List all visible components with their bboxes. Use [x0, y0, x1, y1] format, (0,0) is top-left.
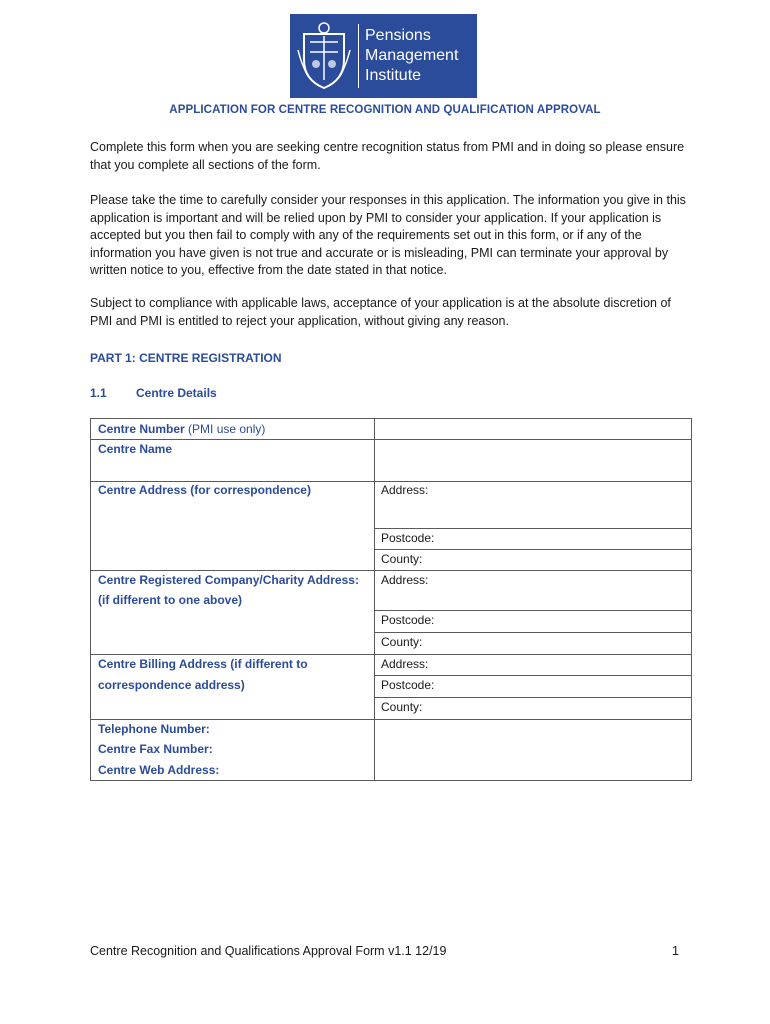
registered-address-field[interactable]: Address: [381, 573, 429, 587]
logo-line-2: Management [365, 47, 459, 64]
logo-text [365, 26, 458, 86]
centre-details-table [90, 418, 692, 781]
fax-label: Centre Fax Number: [98, 742, 213, 756]
billing-county-field[interactable]: County: [381, 700, 423, 714]
registered-address-label-line2: (if different to one above) [98, 593, 242, 607]
registered-address-label-line1: Centre Registered Company/Charity Address: [98, 573, 359, 587]
billing-postcode-field[interactable]: Postcode: [381, 678, 435, 692]
registered-postcode-field[interactable]: Postcode: [381, 613, 435, 627]
centre-number-label [98, 419, 265, 439]
billing-address-label-line2: correspondence address) [98, 678, 245, 692]
intro-paragraph-2: Please take the time to carefully consider your responses in this application. The information you give in this application is important and will be relied upon by PMI to consider your application. If your application is accepted but you then fail to comply with any of the requirements set out in this form, or if any of the information you have given is not true and accurate or is misleading, PMI can terminate your approval by written notice to you, effective from the date stated in that notice. [90, 193, 686, 277]
telephone-label: Telephone Number: [98, 722, 210, 736]
crest-icon [296, 20, 352, 92]
page-number: 1 [672, 944, 679, 958]
centre-address-label: Centre Address (for correspondence) [98, 483, 311, 497]
logo-line-1: Pensions [365, 27, 431, 44]
correspondence-address-field[interactable]: Address: [381, 483, 429, 497]
section-title: Centre Details [136, 386, 217, 400]
correspondence-postcode-field[interactable]: Postcode: [381, 531, 435, 545]
centre-name-label: Centre Name [98, 442, 173, 456]
section-number: 1.1 [90, 386, 107, 400]
intro-paragraph-3: Subject to compliance with applicable laws, acceptance of your application is at the absolute discretion of PMI and PMI is entitled to reject your application, without giving any reason. [90, 296, 671, 328]
registered-county-field[interactable]: County: [381, 635, 423, 649]
centre-number-text: Centre Number [98, 422, 185, 436]
billing-address-label-line1: Centre Billing Address (if different to [98, 657, 308, 671]
web-address-label: Centre Web Address: [98, 763, 220, 777]
logo-divider [358, 24, 359, 88]
billing-address-field[interactable]: Address: [381, 657, 429, 671]
footer-text: Centre Recognition and Qualifications Approval Form v1.1 12/19 [90, 944, 447, 958]
part1-heading: PART 1: CENTRE REGISTRATION [90, 351, 282, 365]
table-row-divider [91, 439, 691, 440]
centre-number-note: (PMI use only) [188, 422, 266, 436]
pmi-logo [290, 14, 477, 98]
intro-paragraph-1: Complete this form when you are seeking centre recognition status from PMI and in doing so please ensure that you complete all sections of the form. [90, 140, 685, 172]
correspondence-county-field[interactable]: County: [381, 552, 423, 566]
table-column-divider [374, 419, 375, 780]
logo-line-3: Institute [365, 67, 422, 84]
document-title: APPLICATION FOR CENTRE RECOGNITION AND QUALIFICATION APPROVAL [169, 104, 601, 116]
